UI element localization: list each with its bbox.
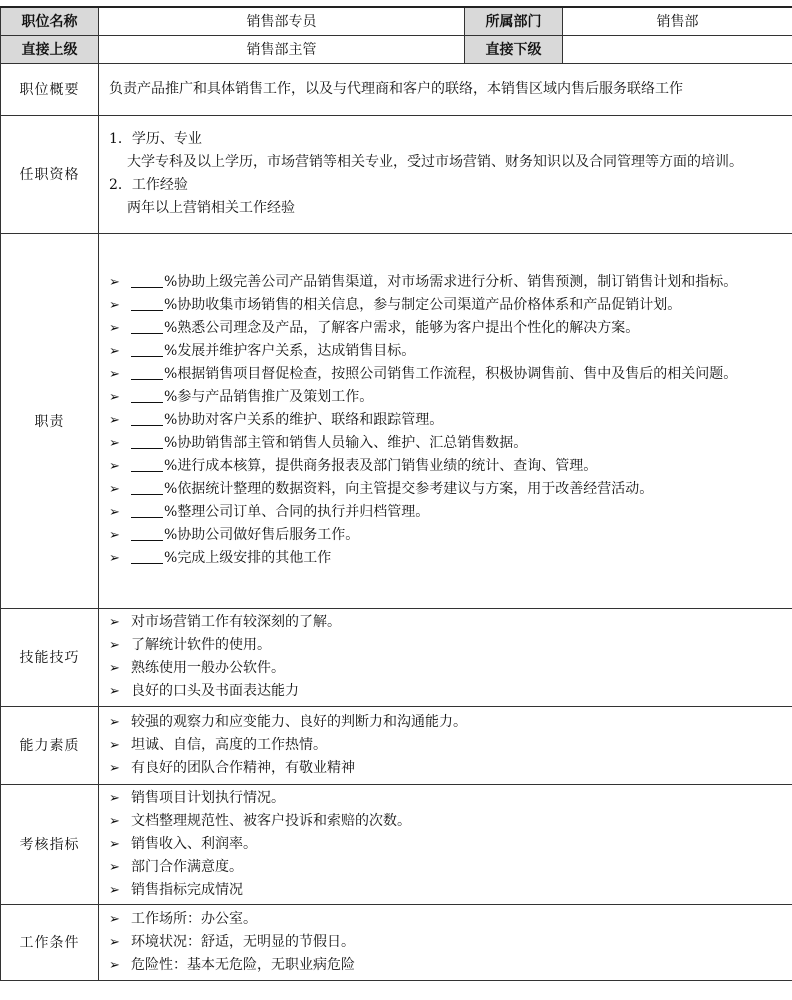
kpi-list — [99, 784, 792, 904]
duty-text: 协助收集市场销售的相关信息，参与制定公司渠道产品价格体系和产品促销计划。 — [177, 297, 682, 313]
arrow-bullet-icon: ➢ — [109, 934, 120, 950]
arrow-bullet-icon: ➢ — [109, 882, 120, 898]
skills-list — [99, 608, 792, 706]
skill-text: 对市场营销工作有较深刻的了解。 — [131, 614, 341, 630]
duty-item — [109, 294, 784, 317]
duty-text: 参与产品销售推广及策划工作。 — [177, 389, 374, 405]
qualifications-label: 任职资格 — [1, 115, 99, 233]
abilities-list — [99, 706, 792, 784]
duty-percent-sign: % — [164, 343, 178, 359]
percentage-blank — [131, 365, 163, 380]
skill-text: 熟练使用一般办公软件。 — [131, 660, 285, 676]
arrow-bullet-icon: ➢ — [109, 551, 120, 566]
arrow-bullet-icon: ➢ — [109, 615, 120, 630]
conditions-row — [1, 904, 792, 980]
duty-item — [109, 501, 784, 524]
duty-item — [109, 478, 784, 501]
ability-text: 坦诚、自信，高度的工作热情。 — [131, 736, 327, 753]
kpi-item — [109, 833, 784, 856]
percentage-blank — [131, 388, 163, 403]
duties-row — [1, 233, 792, 608]
abilities-row — [1, 706, 792, 784]
duty-percent-sign: % — [164, 274, 178, 290]
arrow-bullet-icon: ➢ — [109, 957, 120, 973]
arrow-bullet-icon: ➢ — [109, 911, 120, 927]
duty-text: 根据销售项目督促检查，按照公司销售工作流程，积极协调售前、售中及售后的相关问题。 — [177, 366, 738, 382]
overview-row — [1, 63, 792, 115]
arrow-bullet-icon: ➢ — [109, 714, 120, 730]
duty-percent-sign: % — [164, 389, 178, 405]
duties-label: 职责 — [1, 233, 99, 608]
qualification-education-body: 大学专科及以上学历，市场营销等相关专业，受过市场营销、财务知识以及合同管理等方面的培训。 — [127, 154, 743, 170]
skill-item — [109, 611, 784, 634]
duty-percent-sign: % — [164, 435, 178, 451]
arrow-bullet-icon: ➢ — [109, 413, 120, 428]
department-value: 销售部 — [563, 7, 792, 35]
arrow-bullet-icon: ➢ — [109, 436, 120, 451]
arrow-bullet-icon: ➢ — [109, 459, 120, 474]
arrow-bullet-icon: ➢ — [109, 321, 120, 336]
duty-percent-sign: % — [164, 550, 178, 566]
duty-text: 协助对客户关系的维护、联络和跟踪管理。 — [177, 412, 444, 428]
condition-item — [109, 954, 784, 977]
skills-row — [1, 608, 792, 706]
duty-item — [109, 409, 784, 432]
duty-item — [109, 271, 784, 294]
superior-value: 销售部主管 — [99, 35, 465, 63]
arrow-bullet-icon: ➢ — [109, 298, 120, 313]
duty-percent-sign: % — [164, 320, 178, 336]
percentage-blank — [131, 503, 163, 518]
job-description-sheet — [0, 6, 792, 981]
duties-list — [99, 233, 792, 608]
ability-item — [109, 734, 784, 757]
ability-item — [109, 757, 784, 780]
subordinate-label: 直接下级 — [465, 35, 563, 63]
percentage-blank — [131, 526, 163, 541]
percentage-blank — [131, 296, 163, 311]
duty-percent-sign: % — [164, 458, 178, 474]
duty-item — [109, 547, 784, 570]
skill-item — [109, 634, 784, 657]
header-row-1 — [1, 7, 792, 35]
kpi-text: 销售指标完成情况 — [131, 881, 243, 898]
ability-text: 有良好的团队合作精神，有敬业精神 — [131, 759, 355, 776]
arrow-bullet-icon: ➢ — [109, 275, 120, 290]
skill-item — [109, 657, 784, 680]
kpi-text: 文档整理规范性、被客户投诉和索赔的次数。 — [131, 812, 411, 829]
skill-item — [109, 680, 784, 703]
position-name-label: 职位名称 — [1, 7, 99, 35]
duty-text: 依据统计整理的数据资料，向主管提交参考建议与方案，用于改善经营活动。 — [177, 481, 654, 497]
qualification-experience-body: 两年以上营销相关工作经验 — [127, 200, 295, 216]
duty-percent-sign: % — [164, 412, 178, 428]
duty-item — [109, 432, 784, 455]
job-description-table — [0, 6, 792, 981]
percentage-blank — [131, 434, 163, 449]
arrow-bullet-icon: ➢ — [109, 390, 120, 405]
arrow-bullet-icon: ➢ — [109, 790, 120, 806]
conditions-label: 工作条件 — [1, 904, 99, 980]
arrow-bullet-icon: ➢ — [109, 813, 120, 829]
conditions-list — [99, 904, 792, 980]
qualification-education-title: 1．学历、专业 — [109, 131, 202, 147]
duty-item — [109, 317, 784, 340]
duty-percent-sign: % — [164, 481, 178, 497]
arrow-bullet-icon: ➢ — [109, 505, 120, 520]
duty-percent-sign: % — [164, 366, 178, 382]
subordinate-value — [563, 35, 792, 63]
arrow-bullet-icon: ➢ — [109, 344, 120, 359]
condition-item — [109, 931, 784, 954]
duty-text: 完成上级安排的其他工作 — [177, 550, 332, 566]
duty-text: 协助销售部主管和销售人员输入、维护、汇总销售数据。 — [177, 435, 528, 451]
duty-text: 进行成本核算，提供商务报表及部门销售业绩的统计、查询、管理。 — [177, 458, 598, 474]
skill-text: 了解统计软件的使用。 — [131, 637, 271, 653]
abilities-label: 能力素质 — [1, 706, 99, 784]
condition-text: 环境状况：舒适，无明显的节假日。 — [131, 933, 355, 950]
ability-item — [109, 711, 784, 734]
duty-percent-sign: % — [164, 504, 178, 520]
percentage-blank — [131, 319, 163, 334]
arrow-bullet-icon: ➢ — [109, 737, 120, 753]
kpi-row — [1, 784, 792, 904]
skills-label: 技能技巧 — [1, 608, 99, 706]
duty-text: 整理公司订单、合同的执行并归档管理。 — [177, 504, 430, 520]
duty-percent-sign: % — [164, 297, 178, 313]
kpi-label: 考核指标 — [1, 784, 99, 904]
kpi-text: 销售收入、利润率。 — [131, 835, 257, 852]
duty-percent-sign: % — [164, 527, 178, 543]
condition-text: 工作场所：办公室。 — [131, 910, 257, 927]
arrow-bullet-icon: ➢ — [109, 859, 120, 875]
percentage-blank — [131, 411, 163, 426]
overview-text: 负责产品推广和具体销售工作，以及与代理商和客户的联络，本销售区域内售后服务联络工作 — [99, 63, 792, 115]
superior-label: 直接上级 — [1, 35, 99, 63]
duty-text: 协助上级完善公司产品销售渠道，对市场需求进行分析、销售预测，制订销售计划和指标。 — [177, 274, 738, 290]
duty-item — [109, 363, 784, 386]
duty-item — [109, 524, 784, 547]
qualifications-content — [99, 115, 792, 233]
percentage-blank — [131, 480, 163, 495]
arrow-bullet-icon: ➢ — [109, 760, 120, 776]
arrow-bullet-icon: ➢ — [109, 367, 120, 382]
duty-item — [109, 340, 784, 363]
arrow-bullet-icon: ➢ — [109, 638, 120, 653]
ability-text: 较强的观察力和应变能力、良好的判断力和沟通能力。 — [131, 713, 467, 730]
kpi-item — [109, 787, 784, 810]
qualifications-row — [1, 115, 792, 233]
percentage-blank — [131, 457, 163, 472]
kpi-item — [109, 856, 784, 879]
kpi-item — [109, 879, 784, 902]
condition-item — [109, 908, 784, 931]
kpi-item — [109, 810, 784, 833]
position-name-value: 销售部专员 — [99, 7, 465, 35]
arrow-bullet-icon: ➢ — [109, 528, 120, 543]
percentage-blank — [131, 273, 163, 288]
arrow-bullet-icon: ➢ — [109, 836, 120, 852]
kpi-text: 部门合作满意度。 — [131, 858, 243, 875]
department-label: 所属部门 — [465, 7, 563, 35]
percentage-blank — [131, 342, 163, 357]
kpi-text: 销售项目计划执行情况。 — [131, 789, 285, 806]
skill-text: 良好的口头及书面表达能力 — [131, 683, 299, 699]
duty-item — [109, 386, 784, 409]
percentage-blank — [131, 549, 163, 564]
duty-item — [109, 455, 784, 478]
arrow-bullet-icon: ➢ — [109, 482, 120, 497]
arrow-bullet-icon: ➢ — [109, 661, 120, 676]
duty-text: 协助公司做好售后服务工作。 — [177, 527, 360, 543]
arrow-bullet-icon: ➢ — [109, 684, 120, 699]
condition-text: 危险性：基本无危险，无职业病危险 — [131, 956, 355, 973]
header-row-2 — [1, 35, 792, 63]
duty-text: 发展并维护客户关系，达成销售目标。 — [177, 343, 416, 359]
duty-text: 熟悉公司理念及产品，了解客户需求，能够为客户提出个性化的解决方案。 — [177, 320, 640, 336]
qualification-experience-title: 2．工作经验 — [109, 177, 188, 193]
overview-label: 职位概要 — [1, 63, 99, 115]
